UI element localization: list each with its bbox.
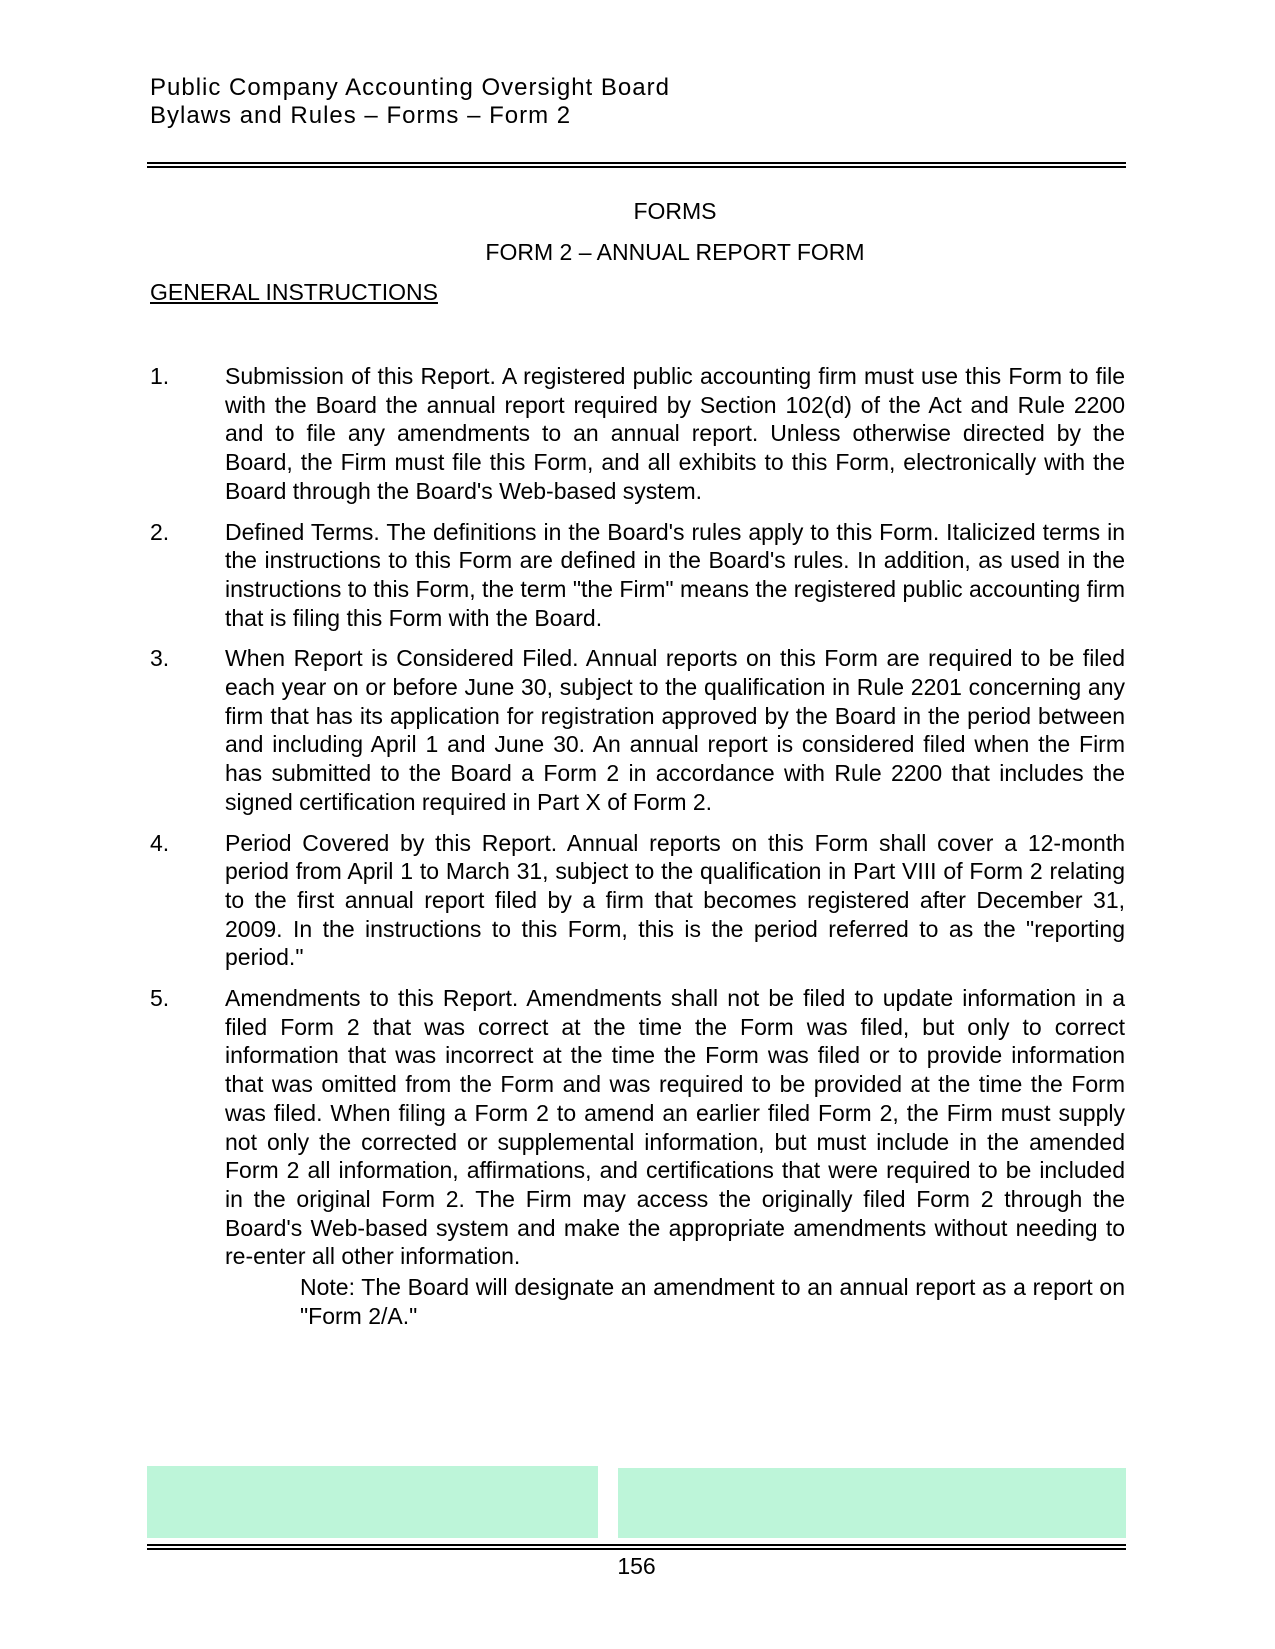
instruction-item (150, 829, 1125, 973)
item-text: Defined Terms. The definitions in the Board's rules apply to this Form. Italicized terms in the instructions to this Form are defined in the Board's rules. In addition, as used in the instructions to this Form, the term "the Firm" means the registered public accounting firm that is filing this Form with the Board. (225, 518, 1125, 631)
footer-box-right (618, 1468, 1126, 1538)
item-text: Period Covered by this Report. Annual reports on this Form shall cover a 12-month period from April 1 to March 31, subject to the qualification in Part VIII of Form 2 relating to the first annual report filed by a firm that becomes registered after December 31, 2009. In the instructions to this Form, this is the period referred to as the "reporting period." (225, 829, 1125, 971)
footer-box-left (147, 1466, 598, 1538)
page-number: 156 (617, 1553, 656, 1579)
instruction-item (150, 644, 1125, 816)
item-number: 2. (150, 518, 170, 545)
item-text: When Report is Considered Filed. Annual reports on this Form are required to be filed each year on or before June 30, subject to the qualification in Rule 2201 concerning any firm that has its application for registration approved by the Board in the period between and including April 1 and June 30. An annual report is considered filed when the Firm has submitted to the Board a Form 2 in accordance with Rule 2200 that includes the signed certification required in Part X of Form 2. (225, 645, 1125, 815)
running-header (150, 74, 670, 130)
header-section-path: Bylaws and Rules – Forms – Form 2 (150, 102, 572, 129)
forms-title: FORMS (633, 198, 717, 224)
item-text: Submission of this Report. A registered public accounting firm must use this Form to file with the Board the annual report required by Section 102(d) of the Act and Rule 2200 and to file any amendments to an annual report. Unless otherwise directed by the Board, the Firm must file this Form, and all exhibits to this Form, electronically with the Board through the Board's Web-based system. (225, 363, 1125, 504)
item-number: 1. (150, 363, 170, 389)
amendment-note: Note: The Board will designate an amendment to an annual report as a report on "Form 2/A." (300, 1274, 1125, 1329)
item-number: 5. (150, 985, 170, 1012)
instruction-item (150, 362, 1125, 506)
header-double-rule (147, 162, 1126, 168)
item-number: 3. (150, 645, 170, 672)
header-organization: Public Company Accounting Oversight Board (150, 74, 670, 101)
item-number: 4. (150, 829, 170, 856)
item-text: Amendments to this Report. Amendments shall not be filed to update information in a filed Form 2 that was correct at the time the Form was filed, but only to correct information that was incorrect at the time the Form was filed or to provide information that was omitted from the Form and was required to be provided at the time the Form was filed. When filing a Form 2 to amend an earlier filed Form 2, the Firm must supply not only the corrected or supplemental information, but must include in the amended Form 2 all information, affirmations, and certifications that were required to be included in the original Form 2. The Firm may access the originally filed Form 2 through the Board's Web-based system and make the appropriate amendments without needing to re-enter all other information. (225, 985, 1125, 1270)
instruction-item (150, 984, 1125, 1330)
form-2-title: FORM 2 – ANNUAL REPORT FORM (485, 239, 865, 265)
instruction-item (150, 518, 1125, 633)
general-instructions-heading: GENERAL INSTRUCTIONS (150, 279, 438, 305)
instruction-list (150, 362, 1125, 1343)
footer-double-rule (147, 1544, 1126, 1550)
footer-highlight-boxes (147, 1466, 1126, 1538)
